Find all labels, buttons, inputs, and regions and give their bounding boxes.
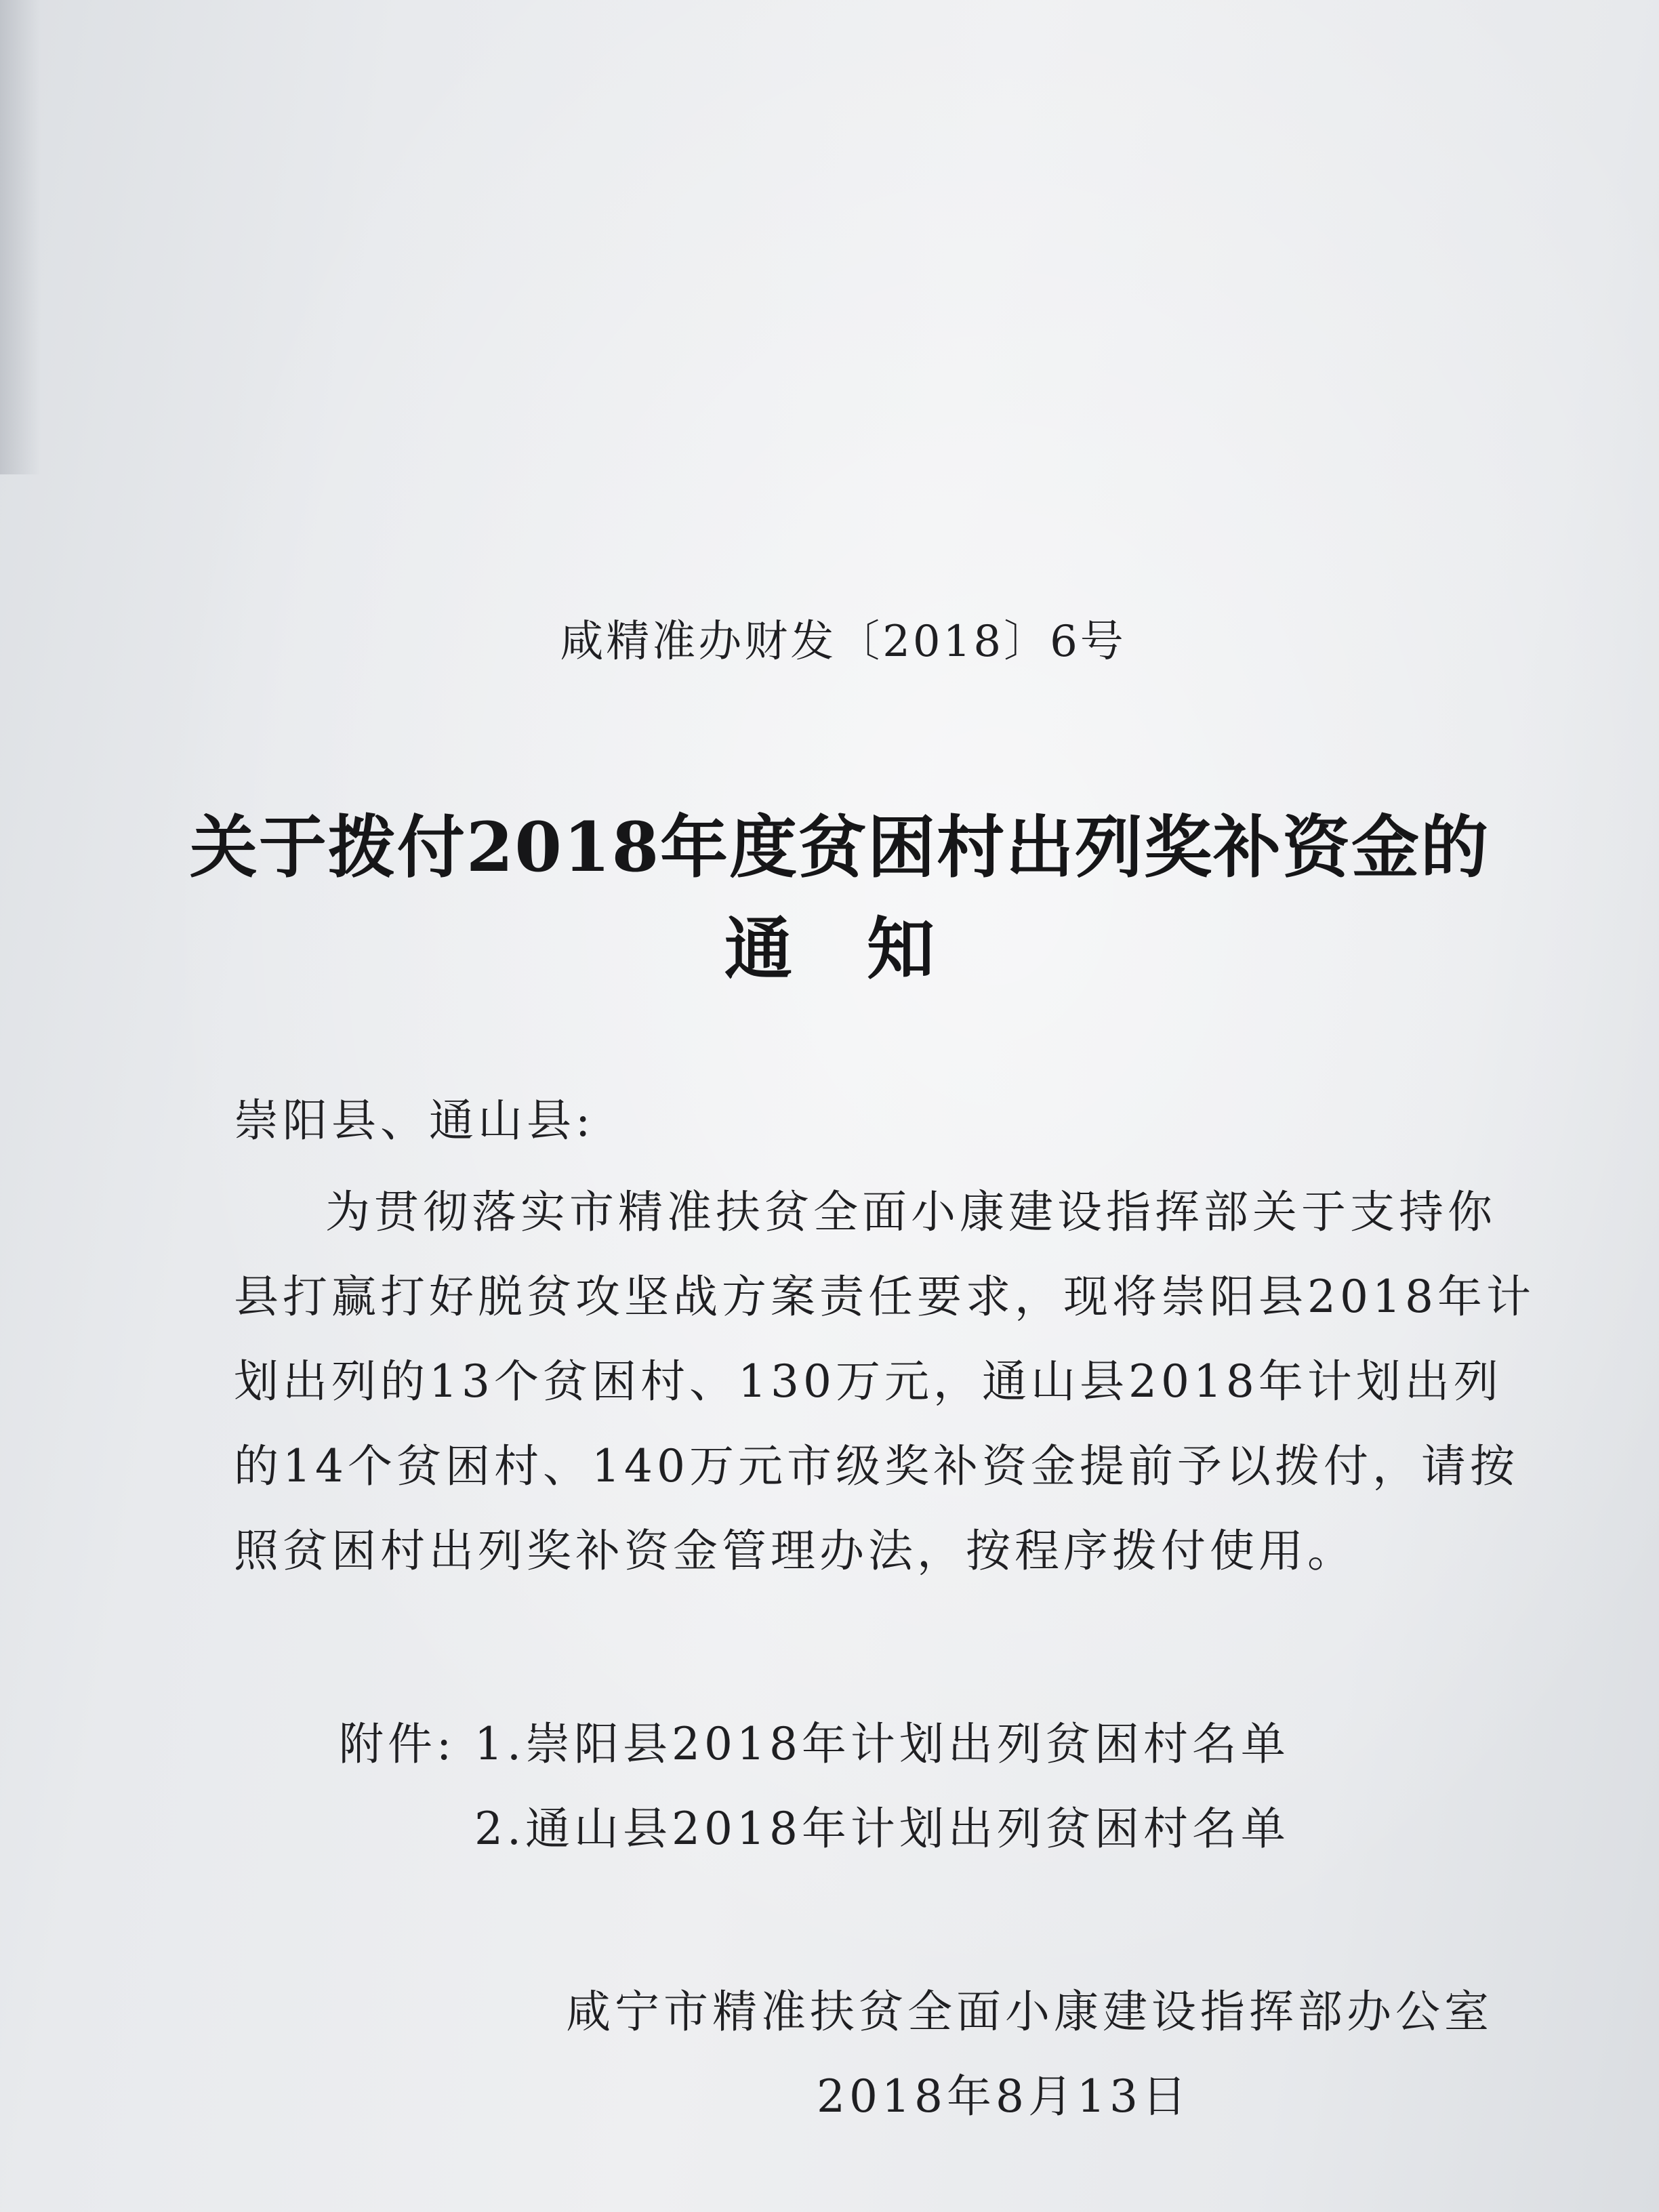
salutation: 崇阳县、通山县:: [234, 1094, 595, 1147]
issuer: 咸宁市精准扶贫全面小康建设指挥部办公室: [566, 1986, 1493, 2038]
attachments-label: 附件:: [339, 1718, 456, 1770]
page-curl-shadow: [0, 0, 41, 474]
attachment-item-1: 1.崇阳县2018年计划出列贫困村名单: [474, 1718, 1290, 1770]
document-number: 咸精准办财发〔2018〕6号: [560, 617, 1126, 667]
document-title-line-1: 关于拨付2018年度贫困村出列奖补资金的: [189, 807, 1490, 887]
document-title-line-2: 通知: [724, 909, 1009, 989]
body-line-5: 照贫困村出列奖补资金管理办法，按程序拨付使用。: [234, 1525, 1356, 1577]
issue-date: 2018年8月13日: [817, 2070, 1191, 2123]
body-line-3: 划出列的13个贫困村、130万元，通山县2018年计划出列: [234, 1355, 1502, 1408]
body-line-2: 县打赢打好脱贫攻坚战方案责任要求，现将崇阳县2018年计: [234, 1271, 1535, 1323]
attachment-item-2: 2.通山县2018年计划出列贫困村名单: [474, 1803, 1290, 1855]
body-line-4: 的14个贫困村、140万元市级奖补资金提前予以拨付，请按: [234, 1440, 1519, 1492]
body-line-1: 为贯彻落实市精准扶贫全面小康建设指挥部关于支持你: [325, 1186, 1496, 1238]
